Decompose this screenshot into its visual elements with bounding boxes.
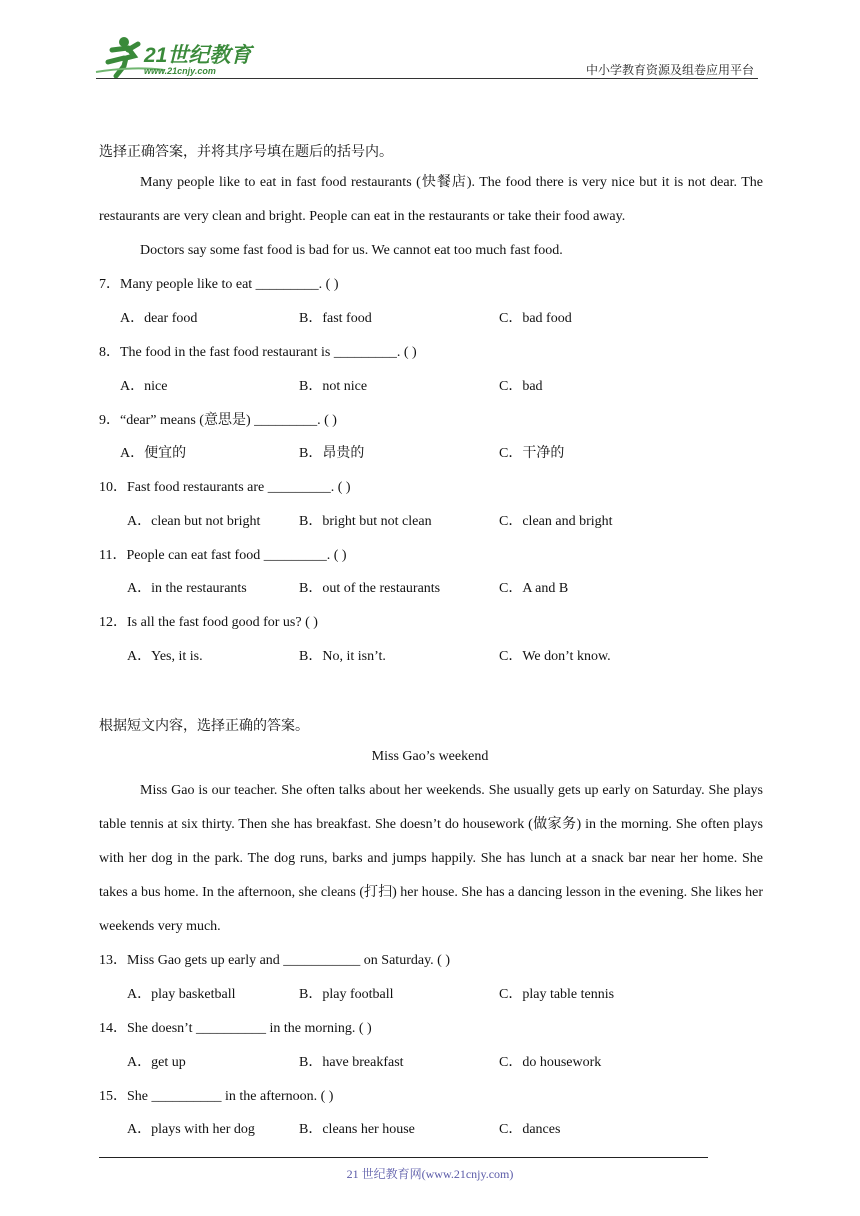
question-12-option-c[interactable]: C．We don’t know. (499, 649, 611, 664)
section1-passage-p2: Doctors say some fast food is bad for us. We cannot eat too much fast food. (140, 243, 563, 258)
question-7-option-b[interactable]: B．fast food (299, 311, 372, 326)
question-13-option-c[interactable]: C．play table tennis (499, 987, 615, 1002)
question-12-option-b[interactable]: B．No, it isn’t. (299, 649, 386, 664)
question-14-option-c[interactable]: C．do housework (499, 1055, 602, 1070)
section1-instruction: 选择正确答案，并将其序号填在题后的括号内。 (99, 145, 393, 160)
question-12-option-a[interactable]: A．Yes, it is. (127, 649, 203, 664)
question-14-option-b[interactable]: B．have breakfast (299, 1055, 404, 1070)
question-14-option-a[interactable]: A．get up (127, 1055, 186, 1070)
question-15-option-b[interactable]: B．cleans her house (299, 1122, 415, 1137)
header-platform-text: 中小学教育资源及组卷应用平台 (585, 63, 754, 77)
footer-site-link[interactable]: 21 世纪教育网(www.21cnjy.com) (346, 1167, 514, 1181)
question-15-option-a[interactable]: A．plays with her dog (127, 1122, 255, 1137)
question-8-option-c[interactable]: C．bad (499, 379, 543, 394)
question-10-stem: 10．Fast food restaurants are _________. ( ) (99, 480, 351, 495)
question-11-option-a[interactable]: A．in the restaurants (127, 581, 247, 596)
question-8-option-a[interactable]: A．nice (120, 379, 168, 394)
section2-instruction: 根据短文内容，选择正确的答案。 (99, 719, 309, 734)
footer-divider (99, 1157, 708, 1158)
question-13-option-a[interactable]: A．play basketball (127, 987, 236, 1002)
question-14-stem: 14．She doesn’t __________ in the morning. ( ) (99, 1021, 372, 1036)
site-logo (94, 36, 264, 80)
question-12-stem: 12．Is all the fast food good for us? ( ) (99, 615, 318, 630)
header-divider (96, 78, 758, 79)
question-13-stem: 13．Miss Gao gets up early and ___________ on Saturday. ( ) (99, 953, 450, 968)
question-11-option-b[interactable]: B．out of the restaurants (299, 581, 441, 596)
passage-title: Miss Gao’s weekend (371, 749, 489, 764)
logo-url: www.21cnjy.com (144, 66, 216, 76)
question-7-option-a[interactable]: A．dear food (120, 311, 198, 326)
question-8-stem: 8．The food in the fast food restaurant is _________. ( ) (99, 345, 417, 360)
question-15-stem: 15．She __________ in the afternoon. ( ) (99, 1089, 334, 1104)
question-10-option-c[interactable]: C．clean and bright (499, 514, 613, 529)
section2-passage: Miss Gao is our teacher. She often talks about her weekends. She usually gets up early on Saturday. She plays table tennis at six thirty. Then she has breakfast. She doesn’t do housework (做家务) in the morning. She often plays with her dog in the park. The dog runs, barks and jumps happily. She has lunch at a snack bar near her home. She takes a bus home. In the afternoon, she cleans (打扫) her house. She has a dancing lesson in the evening. She likes her weekends very much. (99, 783, 763, 934)
question-9-option-b[interactable]: B．昂贵的 (299, 446, 365, 461)
question-15-option-c[interactable]: C．dances (499, 1122, 561, 1137)
question-8-option-b[interactable]: B．not nice (299, 379, 368, 394)
question-9-option-c[interactable]: C．干净的 (499, 446, 565, 461)
logo-text: 21世纪教育 (144, 44, 252, 67)
section1-passage-p1: Many people like to eat in fast food restaurants (快餐店). The food there is very nice but it is not dear. The restaurants are very clean and bright. People can eat in the restaurants or take their food away. (99, 175, 763, 224)
question-13-option-b[interactable]: B．play football (299, 987, 394, 1002)
question-9-option-a[interactable]: A．便宜的 (120, 446, 187, 461)
question-10-option-a[interactable]: A．clean but not bright (127, 514, 261, 529)
question-11-stem: 11．People can eat fast food _________. ( ) (99, 548, 347, 563)
question-9-stem: 9．“dear” means (意思是) _________. ( ) (99, 413, 337, 428)
question-11-option-c[interactable]: C．A and B (499, 581, 569, 596)
question-7-stem: 7．Many people like to eat _________. ( ) (99, 277, 339, 292)
question-7-option-c[interactable]: C．bad food (499, 311, 572, 326)
question-10-option-b[interactable]: B．bright but not clean (299, 514, 432, 529)
runner-logo-icon (94, 36, 264, 80)
